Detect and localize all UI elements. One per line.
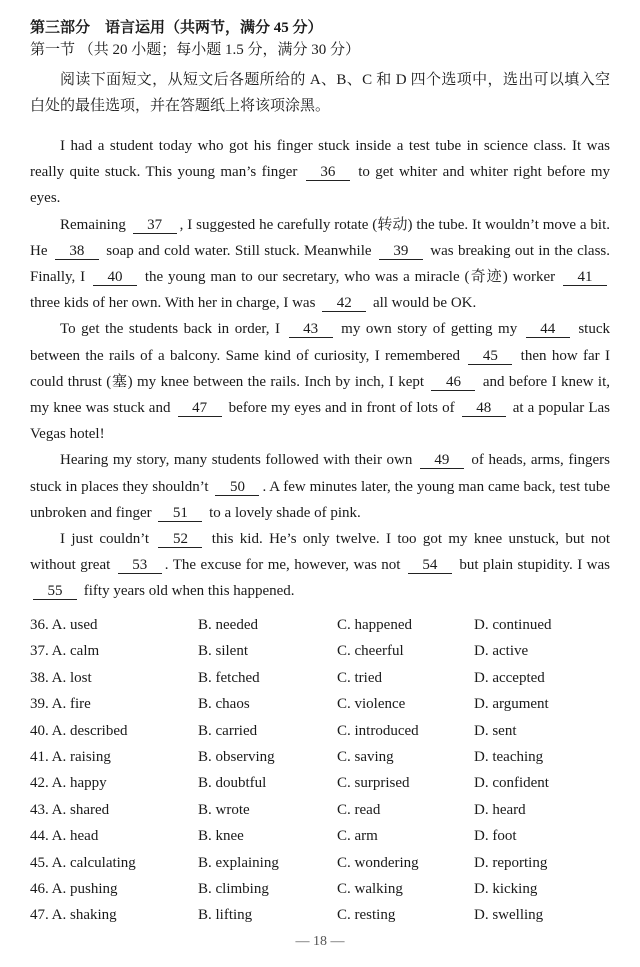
option-c: C. cheerful (337, 643, 404, 660)
passage-text: stuck between the rails of a balcony. Same kind of curiosity, I remembered (30, 321, 610, 364)
blank-47: 47 (178, 401, 222, 417)
option-b: B. explaining (198, 854, 279, 871)
option-b: B. wrote (198, 801, 250, 818)
option-d: D. foot (474, 828, 517, 845)
blank-52: 52 (158, 532, 202, 548)
option-a: 38. A. lost (30, 669, 92, 686)
passage-text: at a popular Las Vegas hotel! (30, 400, 610, 443)
option-c: C. read (337, 801, 381, 818)
passage-text: Hearing my story, many students followed with their own (60, 452, 417, 469)
option-a: 44. A. head (30, 828, 99, 845)
passage-text: fifty years old when this happened. (80, 583, 295, 600)
option-b: B. needed (198, 617, 258, 633)
passage-text: I had a student today who got his finger stuck inside a test tube in science class. It was really quite stuck. This young man’s finger (30, 138, 610, 181)
option-c: C. wondering (337, 854, 419, 871)
passage-text: Remaining (60, 216, 130, 233)
option-row (30, 612, 610, 638)
option-a: 43. A. shared (30, 801, 110, 818)
part-title: 第三部分 语言运用（共两节，满分 45 分） (30, 20, 323, 36)
blank-42: 42 (322, 296, 366, 312)
option-b: B. silent (198, 643, 249, 660)
passage-paragraph (30, 526, 610, 605)
option-d: D. continued (474, 617, 552, 633)
option-d: D. swelling (474, 907, 544, 924)
option-a: 45. A. calculating (30, 854, 136, 871)
option-a: 36. A. used (30, 617, 98, 633)
blank-43: 43 (289, 322, 333, 338)
option-d: D. confident (474, 775, 549, 792)
passage-text: of heads, arms, fingers stuck in places they shouldn’t (30, 452, 610, 495)
passage-text: before my eyes and in front of lots of (224, 400, 459, 417)
blank-45: 45 (468, 349, 512, 365)
option-b: B. climbing (198, 880, 269, 897)
option-row (30, 718, 610, 744)
blank-44: 44 (526, 322, 570, 338)
passage-text: and before I knew it, my knee was stuck and (30, 373, 610, 417)
page-number: — 18 — (295, 934, 345, 949)
passage-text: to a lovely shade of pink. (205, 504, 361, 521)
option-row (30, 770, 610, 796)
option-b: B. chaos (198, 696, 250, 713)
passage-text: the young man to our secretary, who was a miracle (奇迹) worker (140, 269, 560, 286)
passage-text: To get the students back in order, I (60, 321, 286, 338)
option-d: D. active (474, 643, 529, 660)
passage-text: I just couldn’t (60, 531, 156, 548)
passage-paragraph (30, 212, 610, 317)
option-c: C. violence (337, 696, 406, 713)
option-b: B. knee (198, 828, 244, 845)
option-c: C. happened (337, 617, 412, 633)
blank-38: 38 (55, 244, 99, 260)
option-d: D. heard (474, 801, 526, 818)
option-b: B. observing (198, 748, 275, 765)
passage-paragraph (30, 447, 610, 526)
option-d: D. reporting (474, 854, 548, 871)
option-c: C. resting (337, 907, 396, 924)
blank-41: 41 (563, 270, 607, 286)
option-c: C. arm (337, 828, 378, 845)
option-a: 42. A. happy (30, 775, 107, 792)
option-row (30, 691, 610, 717)
blank-48: 48 (462, 401, 506, 417)
options-list (30, 612, 610, 929)
blank-53: 53 (118, 558, 162, 574)
option-d: D. kicking (474, 880, 538, 897)
option-row (30, 797, 610, 823)
option-row (30, 876, 610, 902)
passage-text: . A few minutes later, the young man came back, test tube unbroken and finger (30, 478, 610, 521)
option-c: C. surprised (337, 775, 410, 792)
option-a: 41. A. raising (30, 748, 111, 765)
blank-36: 36 (306, 165, 350, 181)
passage-text: all would be OK. (369, 295, 477, 312)
section-title: 第一节 （共 20 小题；每小题 1.5 分，满分 30 分） (30, 42, 361, 58)
passage-text: to get whiter and whiter right before my eyes. (30, 164, 610, 207)
option-a: 37. A. calm (30, 643, 100, 660)
blank-40: 40 (93, 270, 137, 286)
option-row (30, 638, 610, 664)
option-b: B. lifting (198, 907, 253, 924)
blank-51: 51 (158, 506, 202, 522)
blank-46: 46 (431, 375, 475, 391)
option-d: D. argument (474, 696, 549, 713)
option-a: 47. A. shaking (30, 907, 117, 924)
option-row (30, 823, 610, 849)
option-row (30, 665, 610, 691)
option-a: 46. A. pushing (30, 880, 118, 897)
passage-text: was breaking out in the class. Finally, I (30, 242, 610, 286)
option-c: C. walking (337, 880, 403, 897)
blank-50: 50 (215, 480, 259, 496)
instructions: 阅读下面短文，从短文后各题所给的 A、B、C 和 D 四个选项中，选出可以填入空白处的最佳选项，并在答题纸上将该项涂黑。 (30, 72, 610, 114)
option-row (30, 902, 610, 928)
passage-text: but plain stupidity. I was (454, 557, 610, 574)
passage-text: this kid. He’s only twelve. I too got my knee unstuck, but not without great (30, 531, 611, 574)
passage-text: soap and cold water. Still stuck. Meanwhile (101, 242, 376, 259)
option-a: 39. A. fire (30, 696, 91, 713)
blank-49: 49 (420, 453, 464, 469)
blank-39: 39 (379, 244, 423, 260)
option-d: D. sent (474, 722, 517, 739)
option-b: B. fetched (198, 669, 260, 686)
option-c: C. introduced (337, 722, 419, 739)
option-row (30, 850, 610, 876)
cloze-passage (30, 133, 610, 605)
passage-paragraph (30, 133, 610, 212)
blank-54: 54 (408, 558, 452, 574)
passage-text: my own story of getting my (335, 321, 523, 338)
passage-text: then how far I could thrust (塞) my knee between the rails. Inch by inch, I kept (30, 347, 610, 390)
option-c: C. tried (337, 669, 382, 686)
option-d: D. teaching (474, 748, 544, 765)
passage-text: , I suggested he carefully rotate (转动) the tube. It wouldn’t move a bit. He (30, 216, 610, 259)
passage-text: . The excuse for me, however, was not (164, 557, 405, 574)
passage-text: three kids of her own. With her in charge, I was (30, 295, 320, 312)
blank-55: 55 (33, 584, 77, 600)
option-d: D. accepted (474, 669, 545, 686)
option-b: B. doubtful (198, 775, 267, 792)
passage-paragraph (30, 316, 610, 447)
option-b: B. carried (198, 722, 258, 739)
option-a: 40. A. described (30, 722, 128, 739)
blank-37: 37 (133, 218, 177, 234)
option-c: C. saving (337, 748, 394, 765)
option-row (30, 744, 610, 770)
